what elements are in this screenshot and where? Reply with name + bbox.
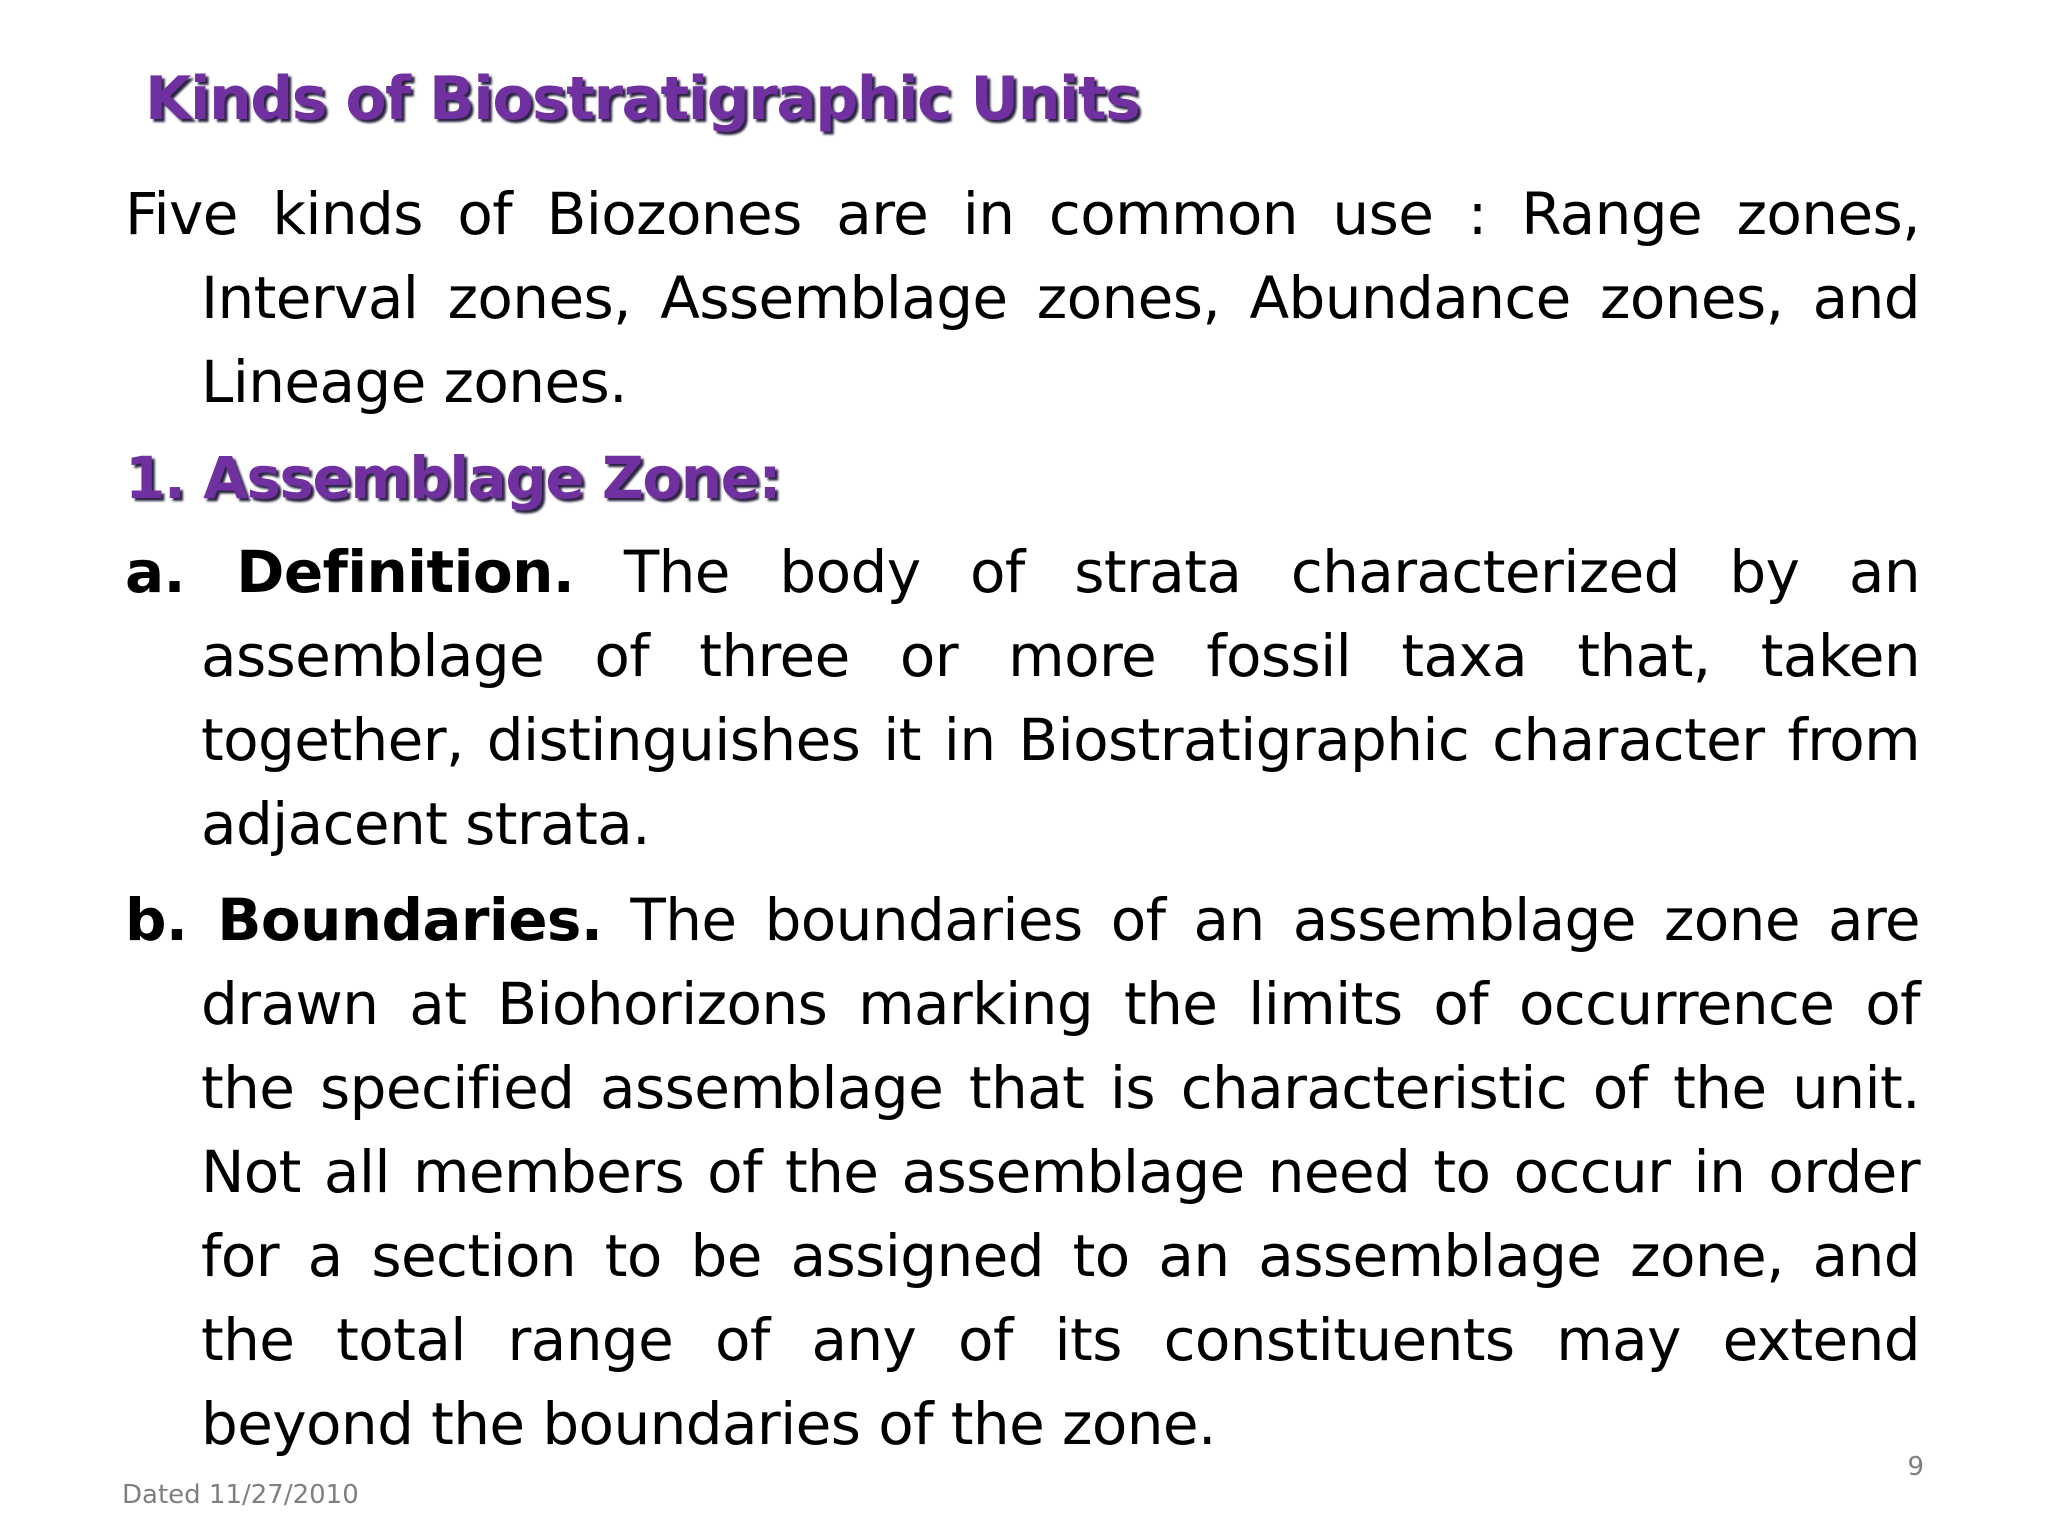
definition-lead: Definition.: [236, 538, 575, 606]
boundaries-item: [125, 878, 1920, 1466]
slide-title: Kinds of Biostratigraphic Units: [145, 64, 1140, 134]
intro-paragraph: Five kinds of Biozones are in common use : Range zones, Interval zones, Assemblage zones, Abundance zones, and Lineage zones.: [125, 180, 1920, 416]
section-heading: 1. Assemblage Zone:: [125, 444, 781, 512]
definition-marker: a.: [125, 538, 185, 606]
boundaries-text: The boundaries of an assemblage zone are drawn at Biohorizons marking the limits of occurrence of the specified assemblage that is characteristic of the unit. Not all members of the assemblage need to occur in order for a section to be assigned to an assemblage zone, and the total range of any of its constituents may extend beyond the boundaries of the zone.: [201, 886, 1921, 1458]
boundaries-lead: Boundaries.: [217, 886, 603, 954]
footer-date: Dated 11/27/2010: [122, 1480, 359, 1510]
definition-text: The body of strata characterized by an assemblage of three or more fossil taxa that, taken together, distinguishes it in Biostratigraphic character from adjacent strata.: [201, 538, 1920, 858]
definition-item: [125, 530, 1920, 866]
boundaries-marker: b.: [125, 886, 188, 954]
slide-body: [125, 172, 1920, 1478]
page-number: 9: [1907, 1452, 1924, 1482]
